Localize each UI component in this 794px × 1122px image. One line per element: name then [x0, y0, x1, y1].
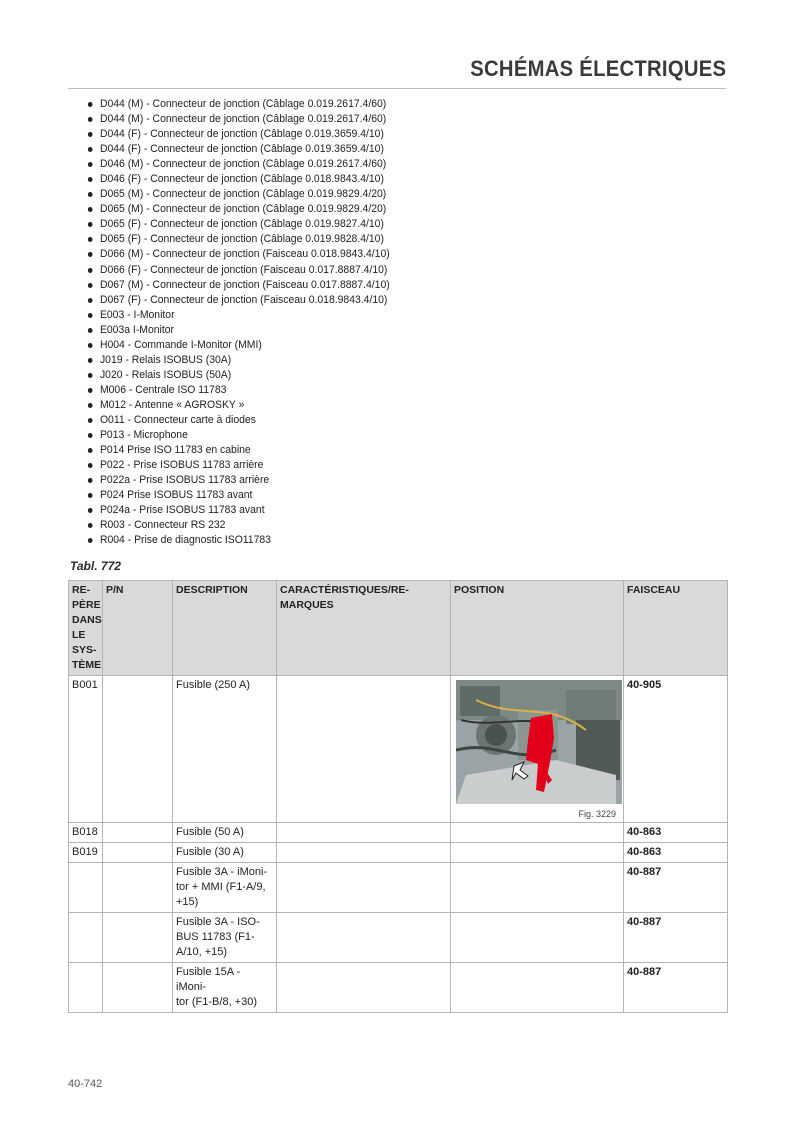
list-item: D044 (F) - Connecteur de jonction (Câblage 0.019.3659.4/10): [86, 127, 390, 142]
figure-caption: Fig. 3229: [578, 809, 616, 819]
bullet-icon: [88, 222, 93, 227]
component-list: [86, 97, 413, 548]
engine-bay-photo: [456, 680, 622, 804]
cell-description: Fusible 3A - ISO- BUS 11783 (F1- A/10, +15): [173, 913, 277, 963]
bullet-icon: [88, 538, 93, 543]
list-item: P013 - Microphone: [86, 428, 390, 443]
cell-faisceau: 40-905: [624, 676, 728, 823]
bullet-icon: [88, 117, 93, 122]
list-item: J020 - Relais ISOBUS (50A): [86, 368, 390, 383]
page-number: 40-742: [68, 1078, 103, 1090]
bullet-icon: [88, 403, 93, 408]
cell-faisceau: 40-863: [624, 843, 728, 863]
position-figure: [454, 678, 620, 820]
bullet-icon: [88, 313, 93, 318]
list-item: P014 Prise ISO 11783 en cabine: [86, 443, 390, 458]
list-item: M006 - Centrale ISO 11783: [86, 383, 390, 398]
cell-description: Fusible (50 A): [173, 823, 277, 843]
list-item: J019 - Relais ISOBUS (30A): [86, 353, 390, 368]
header-divider: [68, 88, 726, 89]
list-item: D065 (F) - Connecteur de jonction (Câblage 0.019.9828.4/10): [86, 232, 390, 247]
bullet-icon: [88, 478, 93, 483]
cell-pn: [103, 676, 173, 823]
list-item: E003 - I-Monitor: [86, 308, 390, 323]
table-row: [69, 963, 728, 1013]
bullet-icon: [88, 207, 93, 212]
table-row: [69, 843, 728, 863]
bullet-icon: [88, 237, 93, 242]
bullet-icon: [88, 298, 93, 303]
bullet-icon: [88, 508, 93, 513]
cell-caracteristiques: [277, 863, 451, 913]
bullet-icon: [88, 463, 93, 468]
cell-description: Fusible (250 A): [173, 676, 277, 823]
cell-description: Fusible (30 A): [173, 843, 277, 863]
bullet-icon: [88, 177, 93, 182]
table-row: [69, 863, 728, 913]
cell-caracteristiques: [277, 963, 451, 1013]
cell-position: [451, 963, 624, 1013]
column-header-repere: RE- PÈRE DANS LE SYS- TÈME: [69, 581, 103, 676]
bullet-icon: [88, 418, 93, 423]
bullet-icon: [88, 343, 93, 348]
list-item: D044 (M) - Connecteur de jonction (Câblage 0.019.2617.4/60): [86, 97, 390, 112]
cell-caracteristiques: [277, 843, 451, 863]
cell-faisceau: 40-887: [624, 913, 728, 963]
bullet-icon: [88, 328, 93, 333]
list-item: D044 (M) - Connecteur de jonction (Câblage 0.019.2617.4/60): [86, 112, 390, 127]
cell-faisceau: 40-887: [624, 863, 728, 913]
cell-pn: [103, 843, 173, 863]
bullet-icon: [88, 358, 93, 363]
table-row: [69, 676, 728, 823]
list-item: R003 - Connecteur RS 232: [86, 518, 390, 533]
column-header-pn: P/N: [103, 581, 173, 676]
list-item: P024 Prise ISOBUS 11783 avant: [86, 488, 390, 503]
cell-position: [451, 863, 624, 913]
page-header-title: SCHÉMAS ÉLECTRIQUES: [469, 56, 726, 81]
table-row: [69, 823, 728, 843]
cell-position: [451, 823, 624, 843]
bullet-icon: [88, 132, 93, 137]
cell-pn: [103, 963, 173, 1013]
list-item: D046 (F) - Connecteur de jonction (Câblage 0.018.9843.4/10): [86, 172, 390, 187]
cell-position: [451, 913, 624, 963]
column-header-faisceau: FAISCEAU: [624, 581, 728, 676]
cell-position: [451, 843, 624, 863]
table-header-row: [69, 581, 728, 676]
bullet-icon: [88, 373, 93, 378]
cell-pn: [103, 863, 173, 913]
cell-description: Fusible 3A - iMoni- tor + MMI (F1-A/9, +15): [173, 863, 277, 913]
cell-repere: [69, 963, 103, 1013]
cell-repere: B018: [69, 823, 103, 843]
list-item: D044 (F) - Connecteur de jonction (Câblage 0.019.3659.4/10): [86, 142, 390, 157]
cell-repere: B001: [69, 676, 103, 823]
list-item: D067 (M) - Connecteur de jonction (Faisceau 0.017.8887.4/10): [86, 278, 390, 293]
list-item: D066 (M) - Connecteur de jonction (Faisceau 0.018.9843.4/10): [86, 247, 390, 262]
bullet-icon: [88, 268, 93, 273]
bullet-icon: [88, 283, 93, 288]
cell-description: Fusible 15A - iMoni- tor (F1-B/8, +30): [173, 963, 277, 1013]
bullet-icon: [88, 252, 93, 257]
bullet-icon: [88, 433, 93, 438]
cell-caracteristiques: [277, 913, 451, 963]
column-header-caracteristiques: CARACTÉRISTIQUES/RE- MARQUES: [277, 581, 451, 676]
bullet-icon: [88, 147, 93, 152]
list-item: H004 - Commande I-Monitor (MMI): [86, 338, 390, 353]
cell-faisceau: 40-863: [624, 823, 728, 843]
bullet-icon: [88, 192, 93, 197]
list-item: D065 (M) - Connecteur de jonction (Câblage 0.019.9829.4/20): [86, 202, 390, 217]
fuse-table: [68, 580, 728, 1013]
cell-repere: B019: [69, 843, 103, 863]
list-item: O011 - Connecteur carte à diodes: [86, 413, 390, 428]
table-row: [69, 913, 728, 963]
list-item: P022a - Prise ISOBUS 11783 arrière: [86, 473, 390, 488]
list-item: D067 (F) - Connecteur de jonction (Faisceau 0.018.9843.4/10): [86, 293, 390, 308]
list-item: P022 - Prise ISOBUS 11783 arrière: [86, 458, 390, 473]
list-item: D046 (M) - Connecteur de jonction (Câblage 0.019.2617.4/60): [86, 157, 390, 172]
cell-position: [451, 676, 624, 823]
cell-caracteristiques: [277, 823, 451, 843]
list-item: D065 (M) - Connecteur de jonction (Câblage 0.019.9829.4/20): [86, 187, 390, 202]
bullet-icon: [88, 162, 93, 167]
list-item: D065 (F) - Connecteur de jonction (Câblage 0.019.9827.4/10): [86, 217, 390, 232]
bullet-icon: [88, 523, 93, 528]
list-item: D066 (F) - Connecteur de jonction (Faisceau 0.017.8887.4/10): [86, 263, 390, 278]
column-header-position: POSITION: [451, 581, 624, 676]
column-header-description: DESCRIPTION: [173, 581, 277, 676]
cell-caracteristiques: [277, 676, 451, 823]
bullet-icon: [88, 388, 93, 393]
cell-pn: [103, 913, 173, 963]
cell-repere: [69, 863, 103, 913]
list-item: P024a - Prise ISOBUS 11783 avant: [86, 503, 390, 518]
table-caption: Tabl. 772: [70, 559, 121, 573]
bullet-icon: [88, 493, 93, 498]
list-item: R004 - Prise de diagnostic ISO11783: [86, 533, 390, 548]
cell-pn: [103, 823, 173, 843]
list-item: M012 - Antenne « AGROSKY »: [86, 398, 390, 413]
bullet-icon: [88, 448, 93, 453]
list-item: E003a I-Monitor: [86, 323, 390, 338]
cell-faisceau: 40-887: [624, 963, 728, 1013]
cell-repere: [69, 913, 103, 963]
bullet-icon: [88, 102, 93, 107]
